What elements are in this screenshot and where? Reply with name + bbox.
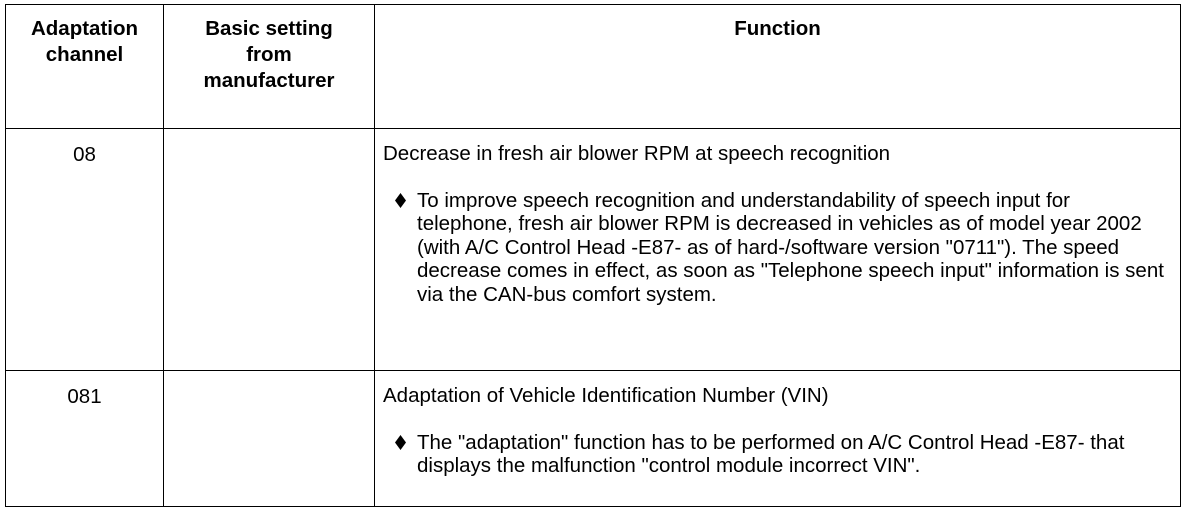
function-cell	[374, 371, 1180, 506]
basic-setting-cell	[163, 129, 374, 370]
header-function: Function	[374, 5, 1180, 128]
function-title: Decrease in fresh air blower RPM at speech recognition	[383, 142, 891, 165]
table-row	[6, 128, 1180, 370]
function-cell	[374, 129, 1180, 370]
channel-cell: 081	[67, 385, 102, 408]
diamond-bullet-icon	[395, 431, 417, 478]
basic-setting-cell	[163, 371, 374, 506]
diamond-bullet-icon	[395, 189, 417, 306]
bullet-text: To improve speech recognition and understandability of speech input for telephone, fresh air blower RPM is decreased in vehicles as of model year 2002 (with A/C Control Head -E87- as of hard-/software version "0711"). The speed decrease comes in effect, as soon as "Telephone speech input" information is sent via the CAN-bus comfort system.	[417, 189, 1164, 306]
channel-cell: 08	[73, 143, 96, 166]
adaptation-table	[5, 4, 1181, 507]
function-title: Adaptation of Vehicle Identification Number (VIN)	[383, 384, 829, 407]
bullet-item	[383, 189, 1170, 306]
header-basic-setting: Basic setting from manufacturer	[163, 5, 374, 128]
bullet-item	[383, 431, 1170, 478]
table-row	[6, 370, 1180, 506]
table-header-row	[6, 5, 1180, 128]
bullet-text: The "adaptation" function has to be performed on A/C Control Head -E87- that displays the malfunction "control module incorrect VIN".	[417, 431, 1125, 478]
header-adaptation-channel: Adaptation channel	[30, 17, 139, 66]
